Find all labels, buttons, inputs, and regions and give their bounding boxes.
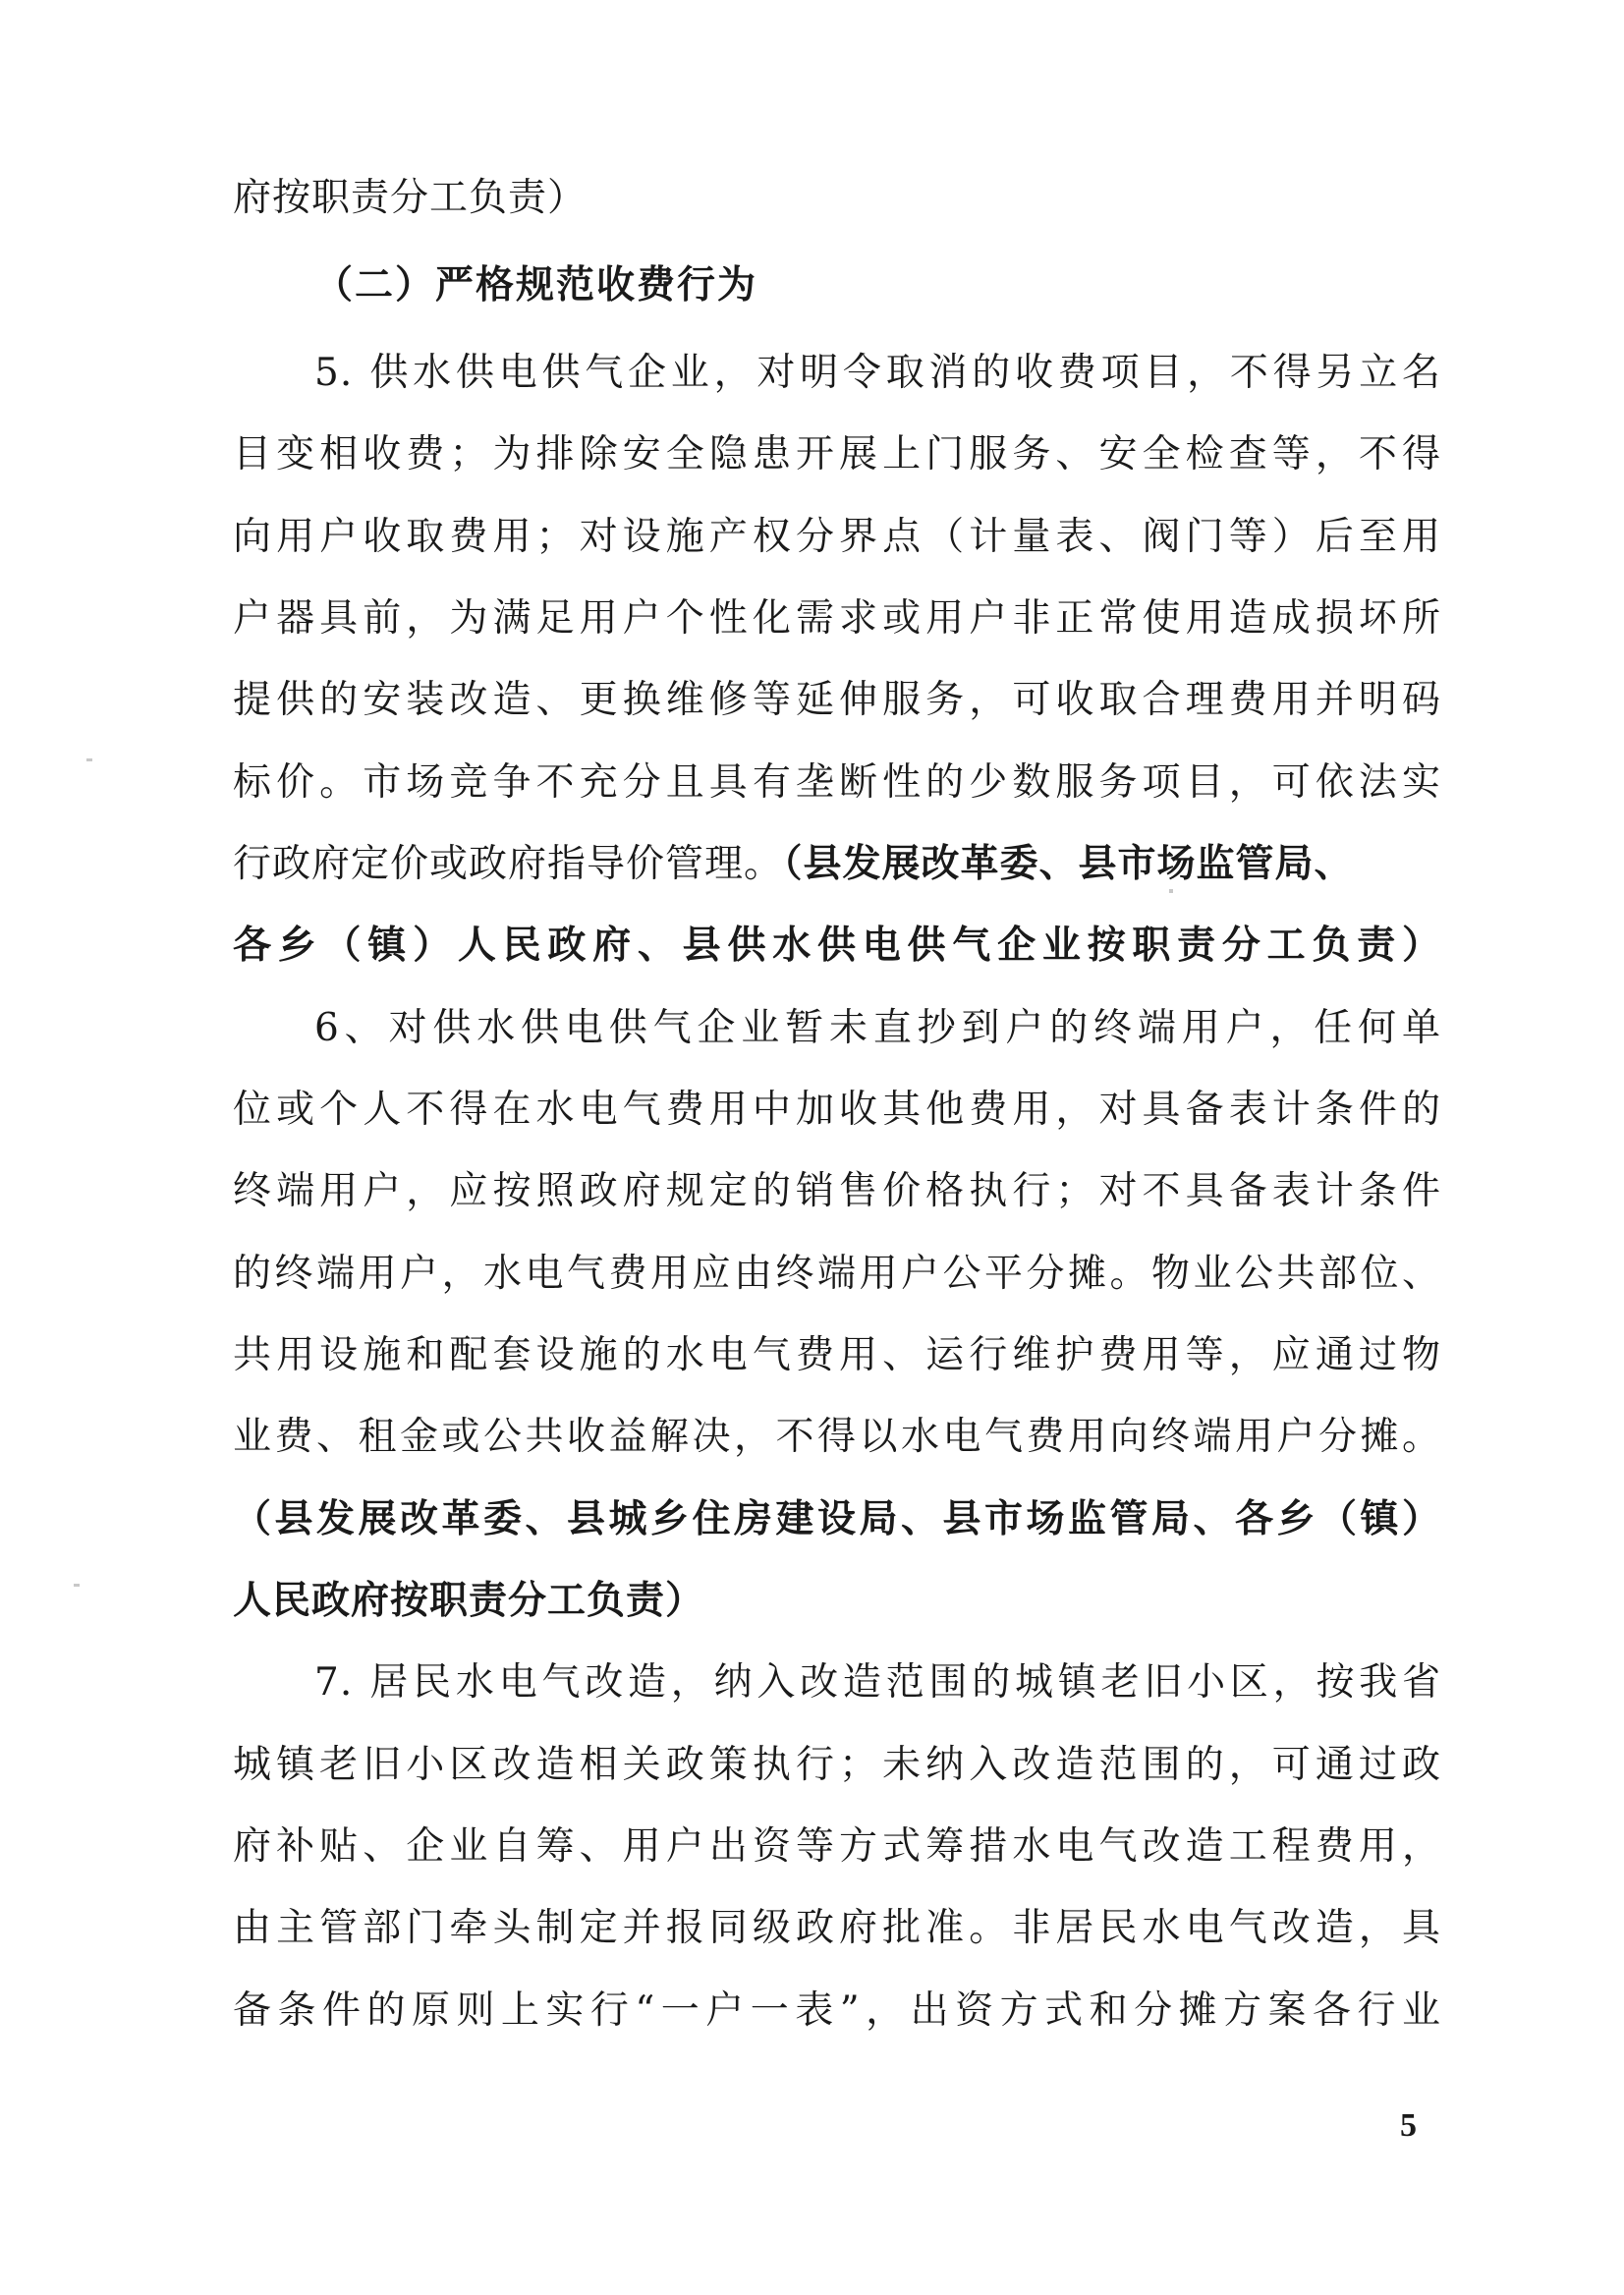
responsibility-note: 人民政府按职责分工负责） (233, 1578, 705, 1623)
text-line: 共用设施和配套设施的水电气费用、运行维护费用等，应通过物 (233, 1333, 1441, 1377)
text-line: 标价。市场竞争不充分且具有垄断性的少数服务项目，可依法实 (233, 760, 1441, 805)
text-line: 由主管部门牵头制定并报同级政府批准。非居民水电气改造，具 (233, 1906, 1441, 1950)
text-line: 业费、租金或公共收益解决，不得以水电气费用向终端用户分摊。 (233, 1415, 1441, 1459)
text-line: 户器具前，为满足用户个性化需求或用户非正常使用造成损坏所 (233, 596, 1441, 641)
text-line: 向用户收取费用；对设施产权分界点（计量表、阀门等）后至用 (233, 515, 1441, 559)
text-line: 府补贴、企业自筹、用户出资等方式筹措水电气改造工程费用， (233, 1824, 1441, 1869)
text-line: 的终端用户，水电气费用应由终端用户公平分摊。物业公共部位、 (233, 1252, 1441, 1296)
text-line: 终端用户，应按照政府规定的销售价格执行；对不具备表计条件 (233, 1169, 1441, 1213)
text-line: 5. 供水供电供气企业，对明令取消的收费项目，不得另立名 (314, 351, 1441, 395)
scan-speck (86, 758, 92, 761)
scan-speck (1169, 889, 1173, 893)
text-segment: 行政府定价或政府指导价管理。 (233, 842, 784, 886)
responsibility-note: 各乡（镇）人民政府、县供水供电供气企业按职责分工负责） (233, 923, 1441, 968)
text-line: 目变相收费；为排除安全隐患开展上门服务、安全检查等，不得 (233, 432, 1441, 476)
responsibility-note: （县发展改革委、县城乡住房建设局、县市场监管局、各乡（镇） (233, 1496, 1441, 1541)
page-number: 5 (1400, 2107, 1417, 2144)
text-line: 6、对供水供电供气企业暂未直抄到户的终端用户，任何单 (314, 1006, 1441, 1050)
section-heading: （二）严格规范收费行为 (314, 263, 758, 308)
text-line: 府按职责分工负责） (233, 176, 588, 220)
text-line (233, 823, 1441, 905)
text-line: 位或个人不得在水电气费用中加收其他费用，对具备表计条件的 (233, 1088, 1441, 1132)
text-line: 提供的安装改造、更换维修等延伸服务，可收取合理费用并明码 (233, 678, 1441, 722)
text-line: 7. 居民水电气改造，纳入改造范围的城镇老旧小区，按我省 (314, 1660, 1441, 1705)
scan-speck (74, 1584, 80, 1587)
text-line: 备条件的原则上实行“一户一表”，出资方式和分摊方案各行业 (233, 1988, 1441, 2033)
text-line: 城镇老旧小区改造相关政策执行；未纳入改造范围的，可通过政 (233, 1743, 1441, 1787)
responsibility-note: （县发展改革委、县市场监管局、 (783, 841, 1354, 886)
